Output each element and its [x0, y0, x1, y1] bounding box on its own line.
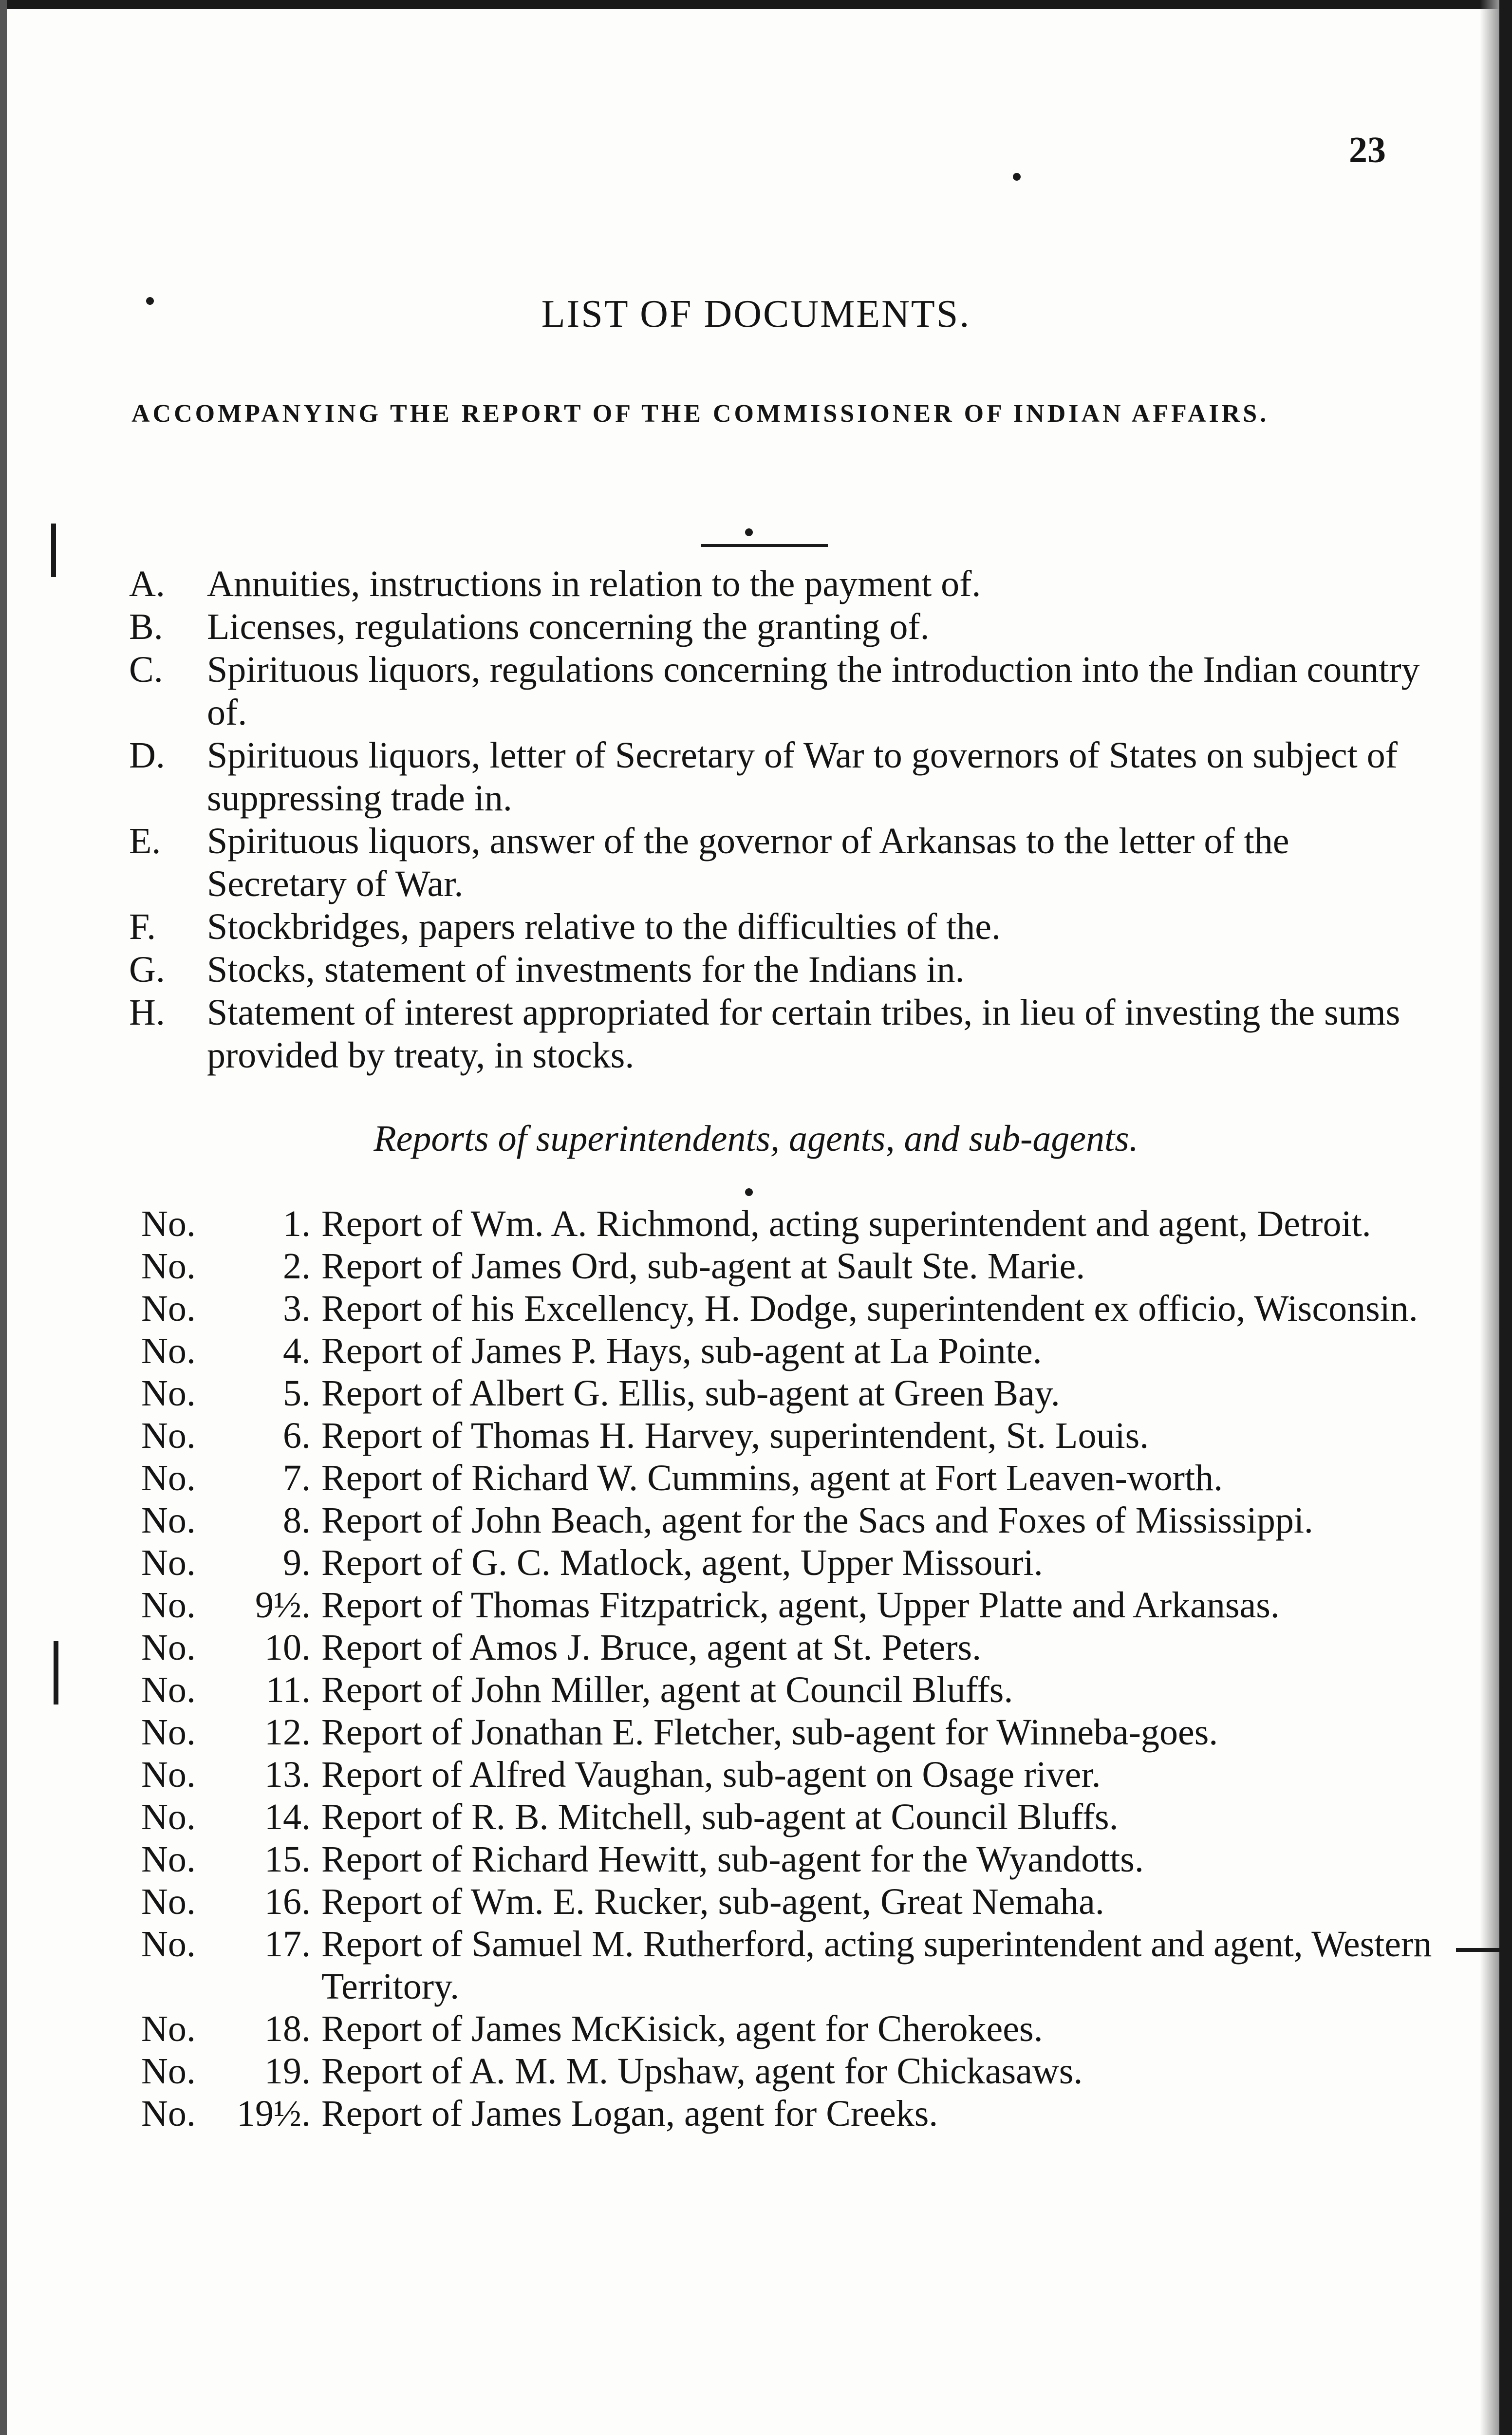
document-text: Spirituous liquors, letter of Secretary of War to governors of States on subject of suppressing trade in. [207, 735, 1398, 819]
report-text: Report of James Ord, sub-agent at Sault Ste. Marie. [321, 1246, 1085, 1287]
report-no-label: No. [141, 2008, 196, 2049]
document-letter: F. [129, 906, 156, 947]
report-item [141, 1288, 1446, 1330]
report-number: 15. [264, 1839, 311, 1880]
page-subtitle: ACCOMPANYING THE REPORT OF THE COMMISSIONER OF INDIAN AFFAIRS. [131, 400, 1269, 428]
report-text: Report of Wm. A. Richmond, acting superintendent and agent, Detroit. [321, 1203, 1371, 1244]
margin-mark [54, 1641, 58, 1704]
report-text: Report of Wm. E. Rucker, sub-agent, Great Nemaha. [321, 1881, 1104, 1922]
report-item [141, 1330, 1446, 1372]
report-item [141, 1711, 1446, 1754]
report-item [141, 2093, 1446, 2135]
document-item [129, 905, 1434, 948]
document-item [129, 562, 1434, 605]
document-letter: A. [129, 563, 165, 604]
report-number: 18. [264, 2008, 311, 2049]
document-text: Annuities, instructions in relation to the payment of. [207, 563, 981, 604]
scan-speck [1013, 173, 1021, 181]
report-no-label: No. [141, 1246, 196, 1287]
report-no-label: No. [141, 1627, 196, 1668]
scan-shadow-right [1480, 0, 1499, 2435]
report-number: 11. [265, 1669, 311, 1710]
document-text: Stockbridges, papers relative to the difficulties of the. [207, 906, 1001, 947]
report-number: 16. [264, 1881, 311, 1922]
report-item [141, 1542, 1446, 1584]
report-text: Report of John Beach, agent for the Sacs and Foxes of Mississippi. [321, 1500, 1313, 1541]
report-number: 17. [264, 1924, 311, 1965]
report-text: Report of Amos J. Bruce, agent at St. Peters. [321, 1627, 982, 1668]
report-item [141, 1372, 1446, 1415]
report-number: 1. [283, 1203, 311, 1244]
report-item [141, 1584, 1446, 1627]
report-no-label: No. [141, 1839, 196, 1880]
report-no-label: No. [141, 1924, 196, 1965]
report-number: 10. [264, 1627, 311, 1668]
report-no-label: No. [141, 1754, 196, 1795]
report-number: 6. [283, 1415, 311, 1456]
scan-border-top [0, 0, 1512, 9]
report-item [141, 1627, 1446, 1669]
document-text: Spirituous liquors, answer of the governor of Arkansas to the letter of the Secretary of War. [207, 821, 1289, 904]
report-list [141, 1203, 1446, 2135]
report-no-label: No. [141, 1712, 196, 1753]
report-item [141, 1838, 1446, 1881]
reports-heading: Reports of superintendents, agents, and sub-agents. [373, 1118, 1139, 1159]
report-text: Report of his Excellency, H. Dodge, superintendent ex officio, Wisconsin. [321, 1288, 1418, 1329]
report-text: Report of Richard Hewitt, sub-agent for the Wyandotts. [321, 1839, 1144, 1880]
document-letter: H. [129, 992, 165, 1033]
report-item [141, 1203, 1446, 1245]
report-number: 2. [283, 1246, 311, 1287]
document-item [129, 820, 1434, 905]
report-text: Report of Albert G. Ellis, sub-agent at Green Bay. [321, 1373, 1060, 1414]
report-text: Report of A. M. M. Upshaw, agent for Chickasaws. [321, 2051, 1083, 2092]
report-number: 19½. [237, 2093, 311, 2134]
report-number: 14. [264, 1797, 311, 1837]
document-letter: G. [129, 949, 165, 990]
document-letter: B. [129, 606, 163, 647]
document-item [129, 948, 1434, 991]
report-no-label: No. [141, 1458, 196, 1498]
document-item [129, 991, 1434, 1077]
report-no-label: No. [141, 1669, 196, 1710]
report-text: Report of Samuel M. Rutherford, acting superintendent and agent, Western Territory. [321, 1924, 1432, 2007]
report-number: 9. [283, 1542, 311, 1583]
report-item [141, 1881, 1446, 1923]
report-text: Report of Jonathan E. Fletcher, sub-agent for Winneba-goes. [321, 1712, 1218, 1753]
report-no-label: No. [141, 1415, 196, 1456]
report-item [141, 2050, 1446, 2093]
document-letter: C. [129, 649, 163, 690]
report-no-label: No. [141, 1797, 196, 1837]
report-no-label: No. [141, 1373, 196, 1414]
scan-border-right [1499, 0, 1512, 2435]
report-number: 4. [283, 1330, 311, 1371]
report-item [141, 1457, 1446, 1499]
page-number: 23 [1349, 130, 1386, 170]
document-text: Licenses, regulations concerning the granting of. [207, 606, 930, 647]
document-text: Spirituous liquors, regulations concerning the introduction into the Indian country of. [207, 649, 1420, 733]
report-number: 19. [264, 2051, 311, 2092]
document-item [129, 605, 1434, 648]
report-no-label: No. [141, 2093, 196, 2134]
report-no-label: No. [141, 1288, 196, 1329]
report-text: Report of Thomas H. Harvey, superintendent, St. Louis. [321, 1415, 1149, 1456]
report-text: Report of R. B. Mitchell, sub-agent at Council Bluffs. [321, 1797, 1119, 1837]
report-number: 9½. [255, 1585, 311, 1626]
document-letter: E. [129, 821, 161, 862]
report-number: 12. [264, 1712, 311, 1753]
report-item [141, 1754, 1446, 1796]
document-text: Statement of interest appropriated for certain tribes, in lieu of investing the sums provided by treaty, in stocks. [207, 992, 1400, 1076]
report-no-label: No. [141, 1585, 196, 1626]
report-no-label: No. [141, 1881, 196, 1922]
document-item [129, 734, 1434, 820]
report-number: 13. [264, 1754, 311, 1795]
document-letter: D. [129, 735, 165, 776]
report-number: 7. [283, 1458, 311, 1498]
page-title: LIST OF DOCUMENTS. [541, 293, 971, 336]
report-item [141, 1796, 1446, 1838]
report-no-label: No. [141, 2051, 196, 2092]
report-no-label: No. [141, 1203, 196, 1244]
margin-mark [51, 524, 56, 577]
document-item [129, 648, 1434, 734]
document-list [129, 562, 1434, 1077]
report-item [141, 1245, 1446, 1288]
report-text: Report of John Miller, agent at Council Bluffs. [321, 1669, 1013, 1710]
scan-border-left [0, 0, 7, 2435]
report-no-label: No. [141, 1542, 196, 1583]
report-no-label: No. [141, 1500, 196, 1541]
margin-dash [1456, 1948, 1512, 1952]
document-text: Stocks, statement of investments for the Indians in. [207, 949, 965, 990]
report-item [141, 1669, 1446, 1711]
report-item [141, 1415, 1446, 1457]
report-item [141, 2008, 1446, 2050]
report-text: Report of James P. Hays, sub-agent at La Pointe. [321, 1330, 1042, 1371]
report-text: Report of Alfred Vaughan, sub-agent on Osage river. [321, 1754, 1101, 1795]
title-rule [701, 544, 828, 547]
report-number: 8. [283, 1500, 311, 1541]
report-text: Report of James McKisick, agent for Cherokees. [321, 2008, 1043, 2049]
scan-speck [745, 1188, 753, 1196]
scan-speck [745, 528, 753, 536]
report-text: Report of James Logan, agent for Creeks. [321, 2093, 938, 2134]
report-text: Report of G. C. Matlock, agent, Upper Missouri. [321, 1542, 1043, 1583]
report-text: Report of Thomas Fitzpatrick, agent, Upper Platte and Arkansas. [321, 1585, 1280, 1626]
report-text: Report of Richard W. Cummins, agent at Fort Leaven-worth. [321, 1458, 1223, 1498]
report-number: 3. [283, 1288, 311, 1329]
report-number: 5. [283, 1373, 311, 1414]
report-no-label: No. [141, 1330, 196, 1371]
report-item [141, 1499, 1446, 1542]
report-item [141, 1923, 1446, 2008]
